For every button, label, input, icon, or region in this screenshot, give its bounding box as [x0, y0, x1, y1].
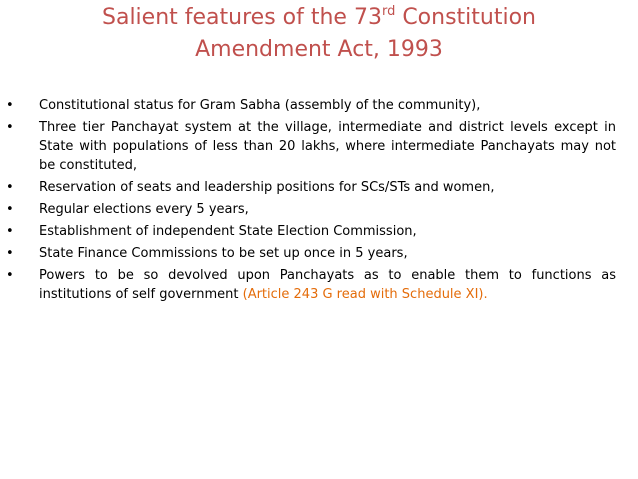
- list-item: [0, 222, 638, 241]
- bullet-icon: •: [6, 180, 14, 195]
- title-superscript: rd: [381, 4, 396, 19]
- bullet-list: [0, 96, 638, 307]
- list-item-text-main: Powers to be so devolved upon Panchayats as to enable them to functions as institutions of self government: [39, 268, 616, 302]
- list-item-text: Constitutional status for Gram Sabha (assembly of the community),: [39, 98, 481, 113]
- title-line1-suffix: Constitution: [395, 5, 536, 30]
- title-line2: Amendment Act, 1993: [195, 37, 443, 62]
- list-item-text: Establishment of independent State Election Commission,: [39, 224, 417, 239]
- list-item: [0, 200, 638, 219]
- list-item: [0, 266, 638, 304]
- list-item-text: State Finance Commissions to be set up once in 5 years,: [39, 246, 408, 261]
- list-item-text: [39, 266, 616, 304]
- list-item: [0, 118, 638, 175]
- list-item-text: Regular elections every 5 years,: [39, 202, 249, 217]
- bullet-icon: •: [6, 202, 14, 217]
- list-item-text: Three tier Panchayat system at the village, intermediate and district levels except in State with populations of less than 20 lakhs, where intermediate Panchayats may not be constituted,: [39, 120, 616, 173]
- article-reference: (Article 243 G read with Schedule XI).: [242, 287, 488, 302]
- bullet-icon: •: [6, 224, 14, 239]
- bullet-icon: •: [6, 98, 14, 113]
- bullet-icon: •: [6, 246, 14, 261]
- list-item: [0, 96, 638, 115]
- list-item-text: Reservation of seats and leadership positions for SCs/STs and women,: [39, 180, 495, 195]
- list-item: [0, 244, 638, 263]
- bullet-icon: •: [6, 120, 14, 135]
- bullet-icon: •: [6, 268, 14, 283]
- title-line1-prefix: Salient features of the 73: [102, 5, 382, 30]
- list-item: [0, 178, 638, 197]
- slide-title: [20, 2, 618, 66]
